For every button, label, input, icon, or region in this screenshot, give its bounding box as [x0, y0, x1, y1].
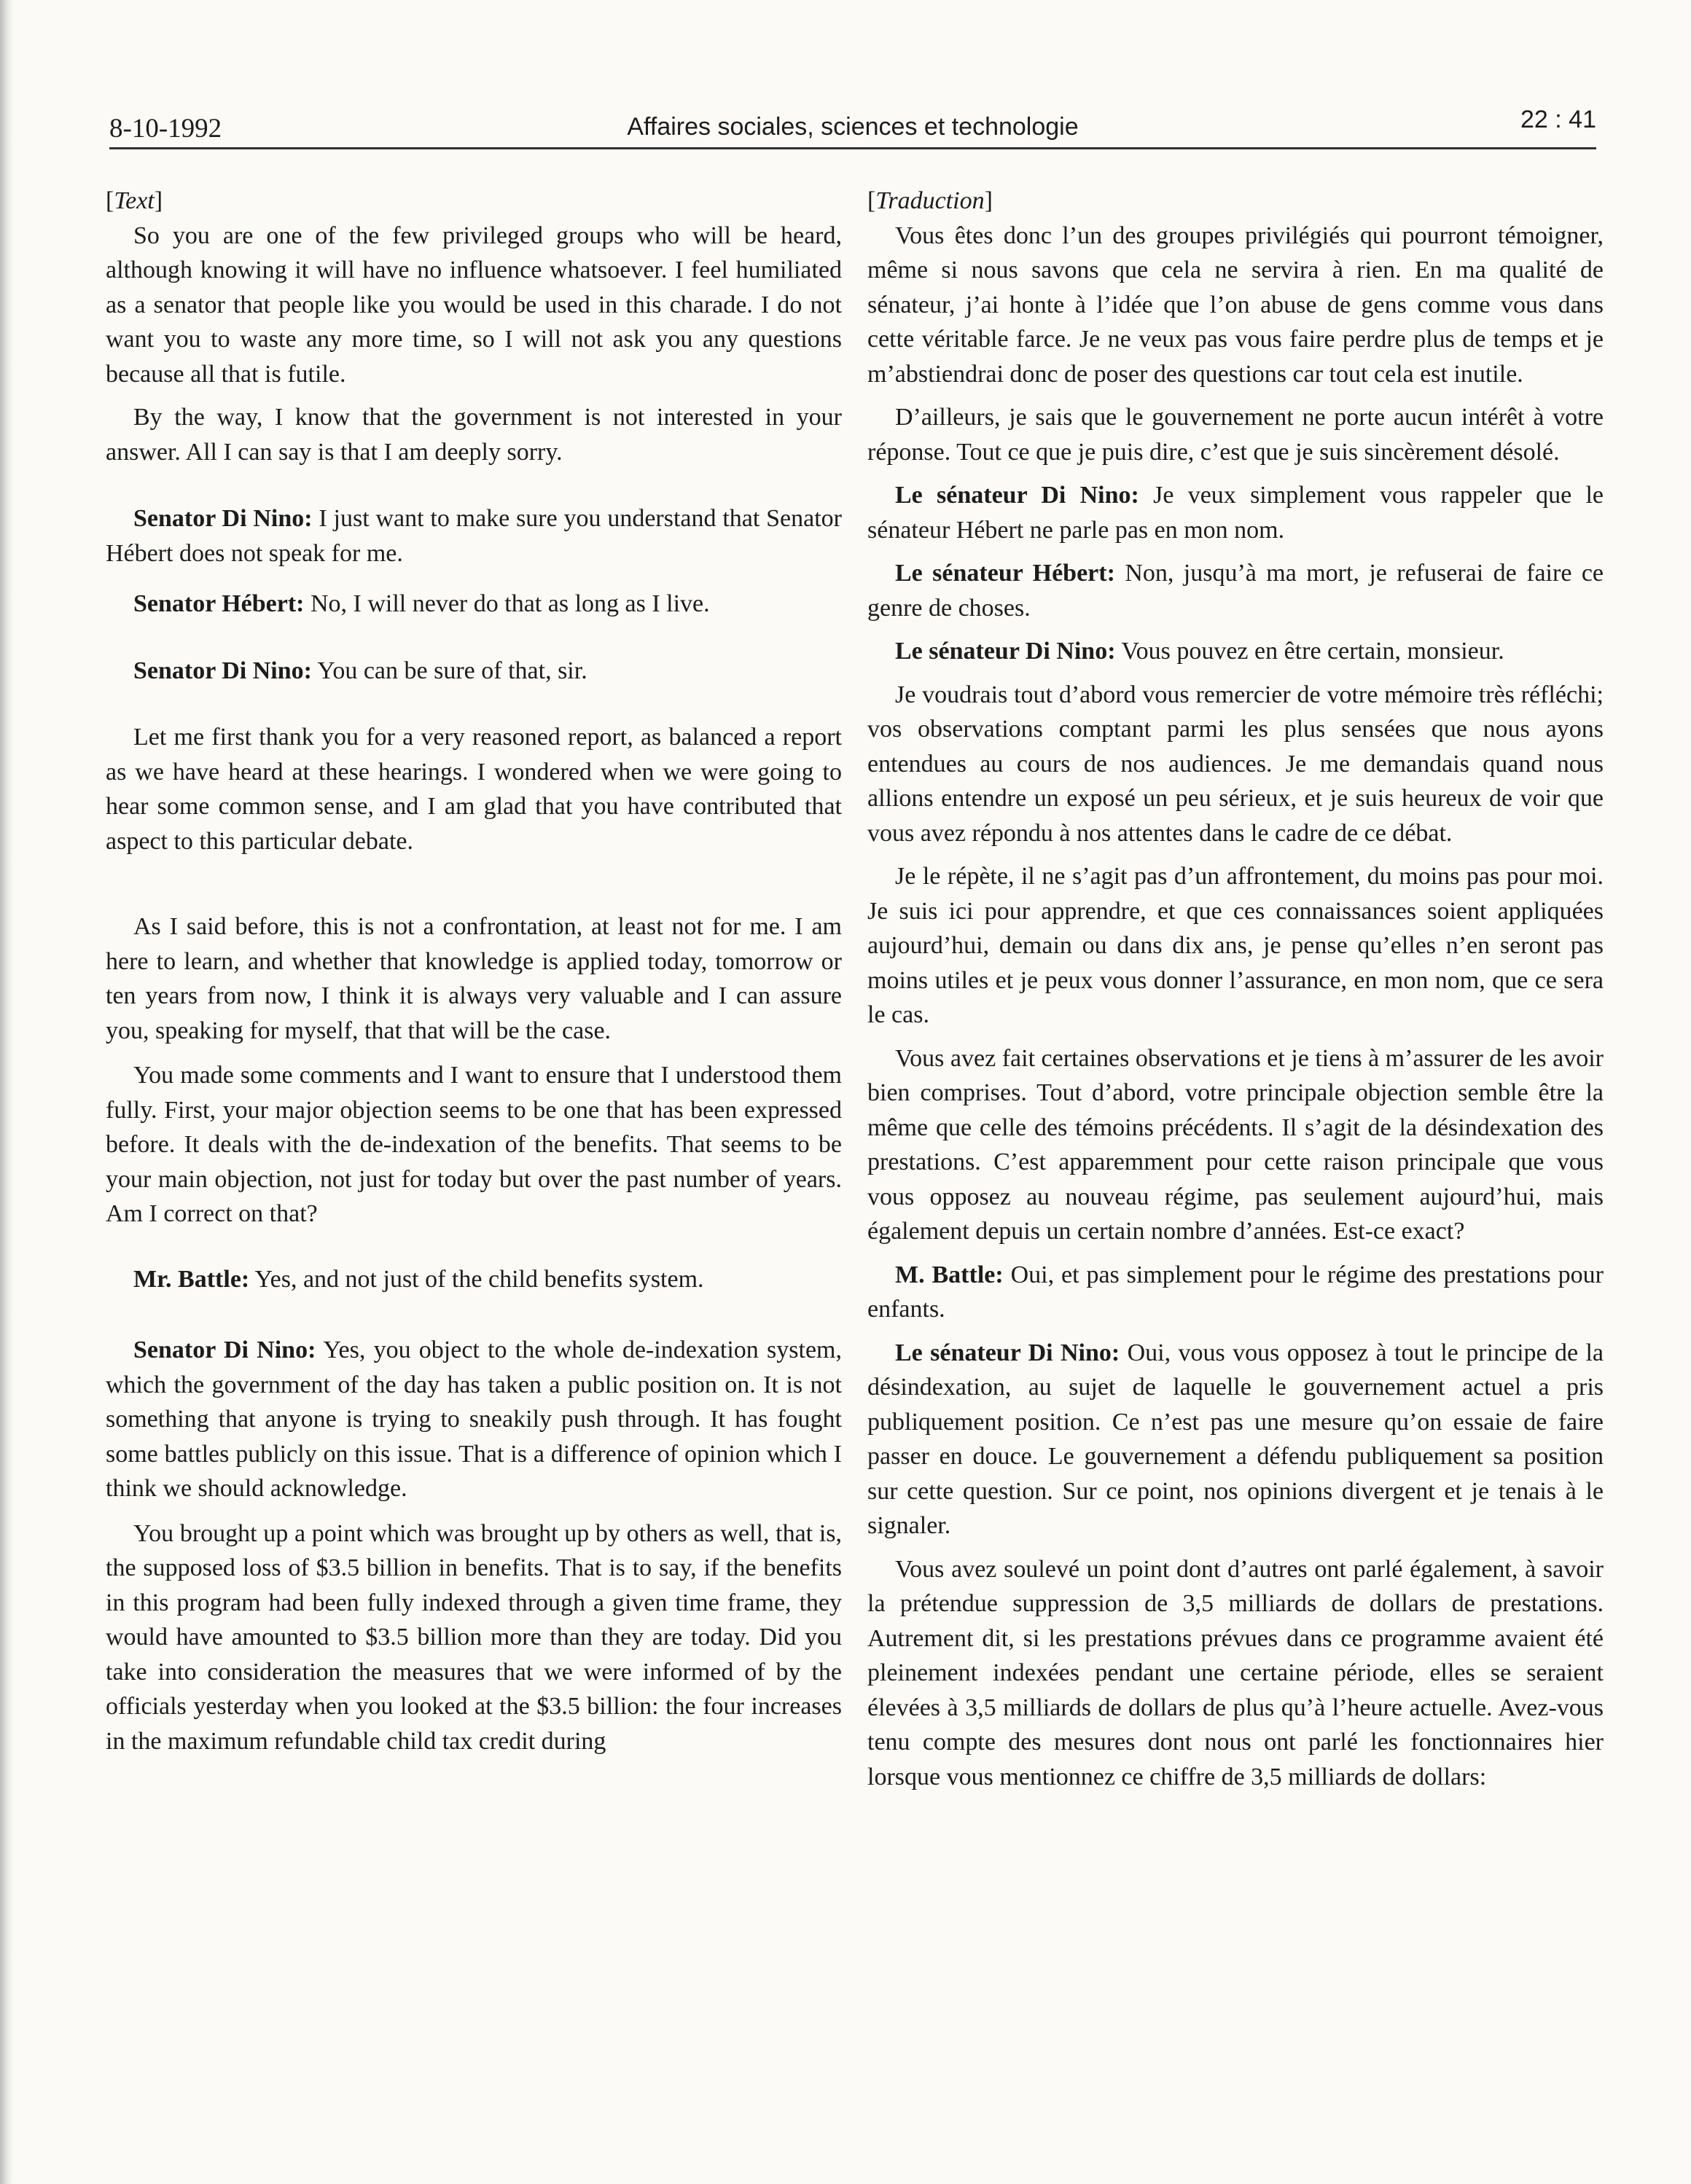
paragraph: Je le répète, il ne s’agit pas d’un affrontement, du moins pas pour moi. Je suis ici pour apprendre, et que ces connaissances soient appliquées aujourd’hui, demain ou dans dix ans, je pense qu’elles n’en seront pas moins utiles et je peux vous donner l’assurance, en mon nom, que ce sera le cas.: [867, 863, 1604, 1028]
page-header: [109, 102, 1596, 149]
speaker-name: Le sénateur Di Nino:: [895, 638, 1116, 665]
paragraph: Je voudrais tout d’abord vous remercier de votre mémoire très réfléchi; vos observations comptant parmi les plus sensées que nous ayons entendues au cours de nos audiences. Je me demandais quand nous allions entendre un exposé un peu sérieux, et je suis heureux de voir que vous avez répondu à nos attentes dans le cadre de ce débat.: [867, 681, 1604, 847]
speaker-name: Le sénateur Hébert:: [895, 560, 1115, 587]
speaker-name: M. Battle:: [895, 1261, 1004, 1288]
paragraph: So you are one of the few privileged groups who will be heard, although knowing it will have no influence whatsoever. I feel humiliated as a senator that people like you would be used in this charade. I do not want you to waste any more time, so I will not ask you any questions because all that is futile.: [106, 222, 842, 388]
speaker-paragraph: Senator Di Nino: Yes, you object to the whole de-indexation system, which the government of the day has taken a public position on. It is not something that anyone is trying to sneakily push through. It has fought some battles publicly on this issue. That is a difference of opinion which I think we should acknowledge.: [106, 1336, 842, 1502]
speaker-name: Senator Hébert:: [133, 590, 305, 617]
header-title: Affaires sociales, sciences et technologie: [627, 113, 1079, 141]
paragraph: You made some comments and I want to ensure that I understood them fully. First, your major objection seems to be one that has been expressed before. It deals with the de-indexation of the benefits. That seems to be your main objection, not just for today but over the past number of years. Am I correct on that?: [106, 1062, 842, 1227]
section-tag-traduction: [Traduction]: [867, 187, 993, 214]
speaker-name: Le sénateur Di Nino:: [895, 1339, 1120, 1366]
paragraph: Vous êtes donc l’un des groupes privilégiés qui pourront témoigner, même si nous savons que cela ne servira à rien. En ma qualité de sénateur, j’ai honte à l’idée que l’on abuse de gens comme vous dans cette véritable farce. Je ne veux pas vous faire perdre plus de temps et je m’abstiendrai donc de poser des questions car tout cela est inutile.: [867, 222, 1604, 388]
header-page-number: 22 : 41: [1520, 106, 1596, 133]
speaker-name: Le sénateur Di Nino:: [895, 482, 1139, 509]
speaker-paragraph: Le sénateur Hébert: Non, jusqu’à ma mort, je refuserai de faire ce genre de choses.: [867, 560, 1604, 622]
paragraph: You brought up a point which was brought up by others as well, that is, the supposed loss of $3.5 billion in benefits. That is to say, if the benefits in this program had been fully indexed through a given time frame, they would have amounted to $3.5 billion more than they are today. Did you take into consideration the measures that we were informed of by the officials yesterday when you looked at the $3.5 billion: the four increases in the maximum refundable child tax credit during: [106, 1519, 842, 1755]
speaker-paragraph: Senator Hébert: No, I will never do that as long as I live.: [133, 590, 710, 617]
speaker-paragraph: Le sénateur Di Nino: Oui, vous vous opposez à tout le principe de la désindexation, au sujet de laquelle le gouvernement actuel a pris publiquement position. Ce n’est pas une mesure qu’on essaie de faire passer en douce. Le gouvernement a défendu publiquement sa position sur cette question. Sur ce point, nos opinions divergent et je tenais à le signaler.: [867, 1339, 1604, 1539]
english-column: [106, 184, 842, 1758]
paragraph: By the way, I know that the government is not interested in your answer. All I can say is that I am deeply sorry.: [106, 404, 842, 466]
speaker-paragraph: Le sénateur Di Nino: Je veux simplement vous rappeler que le sénateur Hébert ne parle pas en mon nom.: [867, 482, 1604, 544]
speaker-name: Senator Di Nino:: [133, 657, 312, 684]
paragraph: D’ailleurs, je sais que le gouvernement ne porte aucun intérêt à votre réponse. Tout ce que je puis dire, c’est que je suis sincèrement désolé.: [867, 404, 1604, 466]
speaker-paragraph: Senator Di Nino: You can be sure of that, sir.: [133, 657, 587, 684]
speaker-paragraph: Mr. Battle: Yes, and not just of the child benefits system.: [133, 1265, 704, 1293]
page-binding-edge: [0, 0, 13, 2184]
paragraph: Let me first thank you for a very reasoned report, as balanced a report as we have heard at these hearings. I wondered when we were going to hear some common sense, and I am glad that you have contributed that aspect to this particular debate.: [106, 724, 842, 855]
speaker-paragraph: Senator Di Nino: I just want to make sure you understand that Senator Hébert does not speak for me.: [106, 505, 842, 567]
speaker-paragraph: Le sénateur Di Nino: Vous pouvez en être certain, monsieur.: [895, 638, 1504, 665]
paragraph: Vous avez soulevé un point dont d’autres ont parlé également, à savoir la prétendue suppression de 3,5 milliards de dollars de prestations. Autrement dit, si les prestations prévues dans ce programme avaient été pleinement indexées pendant une certaine période, elles se seraient élevées à 3,5 milliards de dollars de plus qu’à l’heure actuelle. Avez-vous tenu compte des mesures dont nous ont parlé les fonctionnaires hier lorsque vous mentionnez ce chiffre de 3,5 milliards de dollars:: [867, 1555, 1604, 1790]
speaker-name: Senator Di Nino:: [133, 505, 313, 532]
speaker-paragraph: M. Battle: Oui, et pas simplement pour le régime des prestations pour enfants.: [867, 1261, 1604, 1323]
paragraph: As I said before, this is not a confrontation, at least not for me. I am here to learn, and whether that knowledge is applied today, tomorrow or ten years from now, I think it is always very valuable and I can assure you, speaking for myself, that that will be the case.: [106, 913, 842, 1044]
paragraph: Vous avez fait certaines observations et je tiens à m’assurer de les avoir bien comprises. Tout d’abord, votre principale objection semble être la même que celle des témoins précédents. Il s’agit de la désindexation des prestations. C’est apparemment pour cette raison principale que vous vous opposez au nouveau régime, pas seulement aujourd’hui, mais également depuis un certain nombre d’années. Est-ce exact?: [867, 1044, 1604, 1245]
speaker-name: Mr. Battle:: [133, 1265, 250, 1293]
section-tag-text: [Text]: [106, 187, 163, 214]
french-column: [867, 184, 1604, 1794]
speaker-name: Senator Di Nino:: [133, 1336, 316, 1363]
header-date: 8-10-1992: [109, 114, 222, 144]
